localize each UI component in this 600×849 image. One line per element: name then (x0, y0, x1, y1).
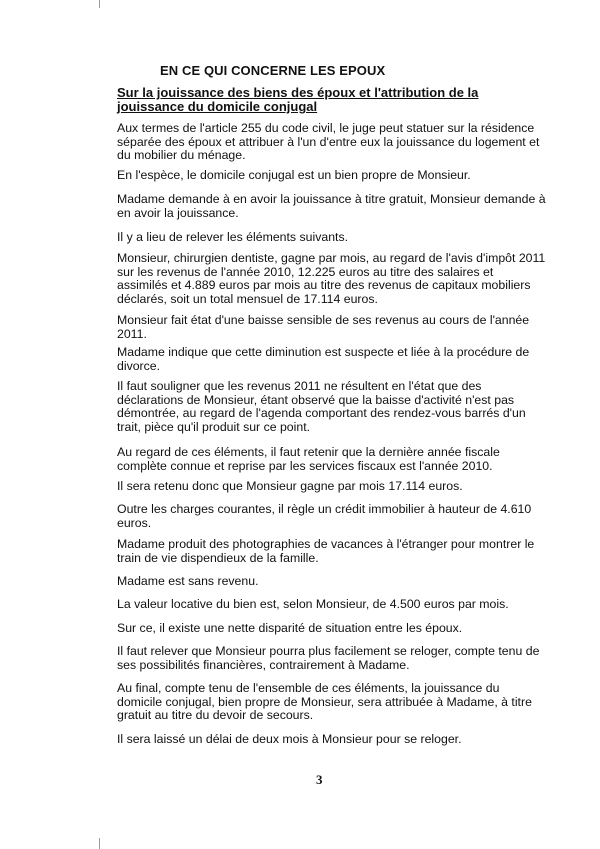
paragraph: Monsieur fait état d'une baisse sensible de ses revenus au cours de l'année 2011. (117, 313, 530, 341)
paragraph: Au regard de ces éléments, il faut retenir que la dernière année fiscale complète connue et reprise par les services fiscaux est l'année 2010. (117, 445, 500, 473)
scan-mark-bottom (99, 838, 100, 849)
paragraph: Au final, compte tenu de l'ensemble de ces éléments, la jouissance du domicile conjugal, bien propre de Monsieur, sera attribuée à Madame, à titre gratuit au titre du devoir de secours. (117, 681, 532, 723)
paragraph: Sur ce, il existe une nette disparité de situation entre les époux. (117, 621, 463, 635)
paragraph: La valeur locative du bien est, selon Monsieur, de 4.500 euros par mois. (117, 597, 509, 611)
paragraph: Il faut relever que Monsieur pourra plus facilement se reloger, compte tenu de ses possibilités financières, contrairement à Madame. (117, 644, 540, 672)
paragraph: Madame est sans revenu. (117, 574, 259, 588)
scan-mark-top (99, 0, 100, 8)
paragraph: Il faut souligner que les revenus 2011 ne résultent en l'état que des déclarations de Monsieur, étant observé que la baisse d'activité n'est pas démontrée, au regard de l'agenda comportant des rendez-vous barrés d'un trait, pièce qu'il produit sur ce point. (117, 379, 526, 434)
page-number: 3 (316, 772, 323, 787)
subheading: Sur la jouissance des biens des époux et l'attribution de la jouissance du domicile conjugal (117, 85, 479, 114)
paragraph: Madame indique que cette diminution est suspecte et liée à la procédure de divorce. (117, 345, 530, 373)
paragraph: Madame produit des photographies de vacances à l'étranger pour montrer le train de vie dispendieux de la famille. (117, 537, 535, 565)
paragraph: Aux termes de l'article 255 du code civil, le juge peut statuer sur la résidence séparée des époux et attribuer à l'un d'entre eux la jouissance du logement et du mobilier du ménage. (117, 121, 540, 163)
paragraph: Outre les charges courantes, il règle un crédit immobilier à hauteur de 4.610 euros. (117, 502, 532, 530)
paragraph: Il sera retenu donc que Monsieur gagne par mois 17.114 euros. (117, 479, 463, 493)
paragraph: Monsieur, chirurgien dentiste, gagne par mois, au regard de l'avis d'impôt 2011 sur les revenus de l'année 2010, 12.225 euros au titre des salaires et assimilés et 4.889 euros par mois au titre des revenus de capitaux mobiliers déclarés, soit un total mensuel de 17.114 euros. (117, 251, 546, 306)
section-title: EN CE QUI CONCERNE LES EPOUX (160, 63, 386, 78)
paragraph: En l'espèce, le domicile conjugal est un bien propre de Monsieur. (117, 168, 471, 182)
paragraph: Madame demande à en avoir la jouissance à titre gratuit, Monsieur demande à en avoir la jouissance. (117, 192, 546, 220)
paragraph: Il y a lieu de relever les éléments suivants. (117, 230, 349, 244)
paragraph: Il sera laissé un délai de deux mois à Monsieur pour se reloger. (117, 732, 462, 746)
